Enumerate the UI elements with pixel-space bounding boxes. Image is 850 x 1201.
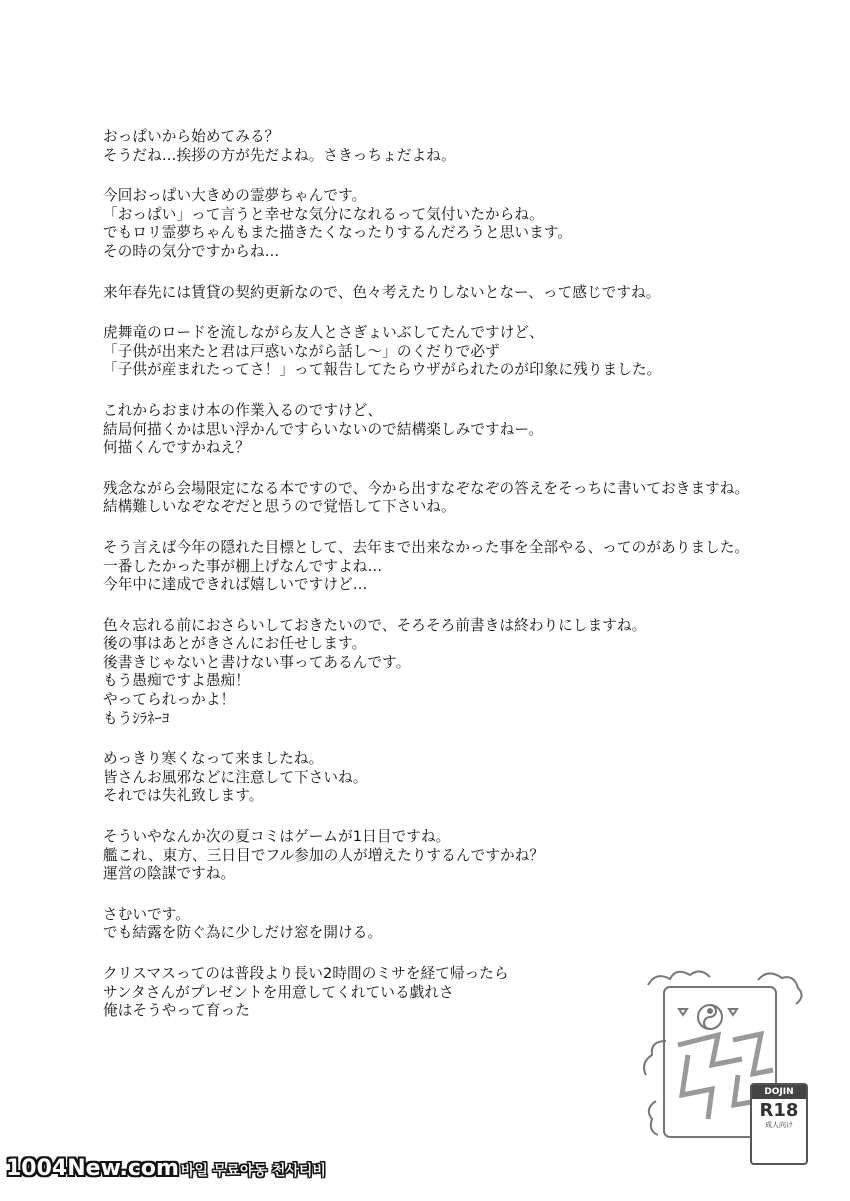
text-line: おっぱいから始めてみる？ <box>103 128 280 145</box>
badge-rating-label: R18 <box>759 1100 799 1121</box>
text-line: これからおまけ本の作業入るのですけど、 <box>103 401 383 419</box>
paragraph <box>103 128 803 165</box>
paragraph <box>103 187 803 261</box>
paragraph <box>103 906 803 943</box>
text-line: めっきり寒くなって来ましたね。 <box>103 750 324 768</box>
text-line: 後の事はあとがきさんにお任せします。 <box>103 635 367 653</box>
text-line: その時の気分ですからね… <box>103 242 280 260</box>
text-line: そうだね…挨拶の方が先だよね。さきっちょだよね。 <box>103 146 456 164</box>
paragraph <box>103 402 803 458</box>
text-line: 艦これ、東方、三日目でフル参加の人が増えたりするんですかね？ <box>103 846 545 864</box>
text-line: さむいです。 <box>103 905 190 923</box>
text-line: そう言えば今年の隠れた目標として、去年まで出来なかった事を全部やる、ってのがありました。 <box>103 538 750 556</box>
text-line: それでは失礼致します。 <box>103 787 264 805</box>
text-line: 色々忘れる前におさらいしておきたいので、そろそろ前書きは終わりにしますね。 <box>103 616 647 634</box>
afterword-text <box>103 128 803 1043</box>
watermark-main-text: 1004New.com <box>6 1156 179 1181</box>
text-line: 結局何描くかは思い浮かんですらいないので結構楽しみですねー。 <box>103 420 544 438</box>
paragraph <box>103 828 803 884</box>
badge-small-label: 成人向け <box>765 1121 793 1129</box>
text-line: 来年春先には賃貸の契約更新なので、色々考えたりしないとなー、って感じですね。 <box>103 283 661 301</box>
badge-top-label: DOJIN <box>752 1085 806 1099</box>
text-line: クリスマスってのは普段より長い2時間のミサを経て帰ったら <box>103 965 509 982</box>
text-line: 何描くんですかねえ？ <box>103 439 250 457</box>
text-line: 後書きじゃないと書けない事ってあるんです。 <box>103 653 411 671</box>
text-line: 皆さんお風邪などに注意して下さいね。 <box>103 768 368 786</box>
text-line: でもロリ霊夢ちゃんもまた描きたくなったりするんだろうと思います。 <box>103 224 573 242</box>
watermark-sub-text: 바일 무료야동 천사티비 <box>180 1163 326 1179</box>
text-line: 虎舞竜のロードを流しながら友人とさぎょいぶしてたんですけど、 <box>103 324 544 342</box>
text-line: やってられっかよ！ <box>103 691 236 709</box>
text-line: 「子供が出来たと君は戸惑いながら話し～」のくだりで必ず <box>103 342 500 360</box>
site-watermark <box>6 1156 326 1186</box>
paragraph <box>103 750 803 806</box>
text-line: 「子供が産まれたってさ！」って報告してたらウザがられたのが印象に残りました。 <box>103 361 662 379</box>
text-line: 残念ながら会場限定になる本ですので、今から出すなぞなぞの答えをそっちに書いておきますね。 <box>103 479 750 497</box>
text-line: 「おっぱい」って言うと幸せな気分になれるって気付いたからね。 <box>103 205 544 223</box>
text-line: サンタさんがプレゼントを用意してくれている戯れさ <box>103 983 454 1001</box>
paragraph <box>103 539 803 595</box>
paragraph <box>103 617 803 729</box>
text-line: 一番したかった事が棚上げなんですよね… <box>103 557 383 575</box>
text-line: 今回おっぱい大きめの霊夢ちゃんです。 <box>103 187 367 205</box>
text-line: 運営の陰謀ですね。 <box>103 865 236 883</box>
text-line: 結構難しいなぞなぞだと思うので覚悟して下さいね。 <box>103 498 456 516</box>
text-line: でも結露を防ぐ為に少しだけ窓を開ける。 <box>103 924 383 942</box>
paragraph <box>103 284 803 303</box>
text-line: 俺はそうやって育った <box>103 1002 250 1020</box>
paragraph <box>103 480 803 517</box>
text-line: もう愚痴ですよ愚痴！ <box>103 672 250 690</box>
text-line: そういやなんか次の夏コミはゲームが1日目ですね。 <box>103 828 451 846</box>
r18-badge <box>750 1083 808 1165</box>
text-line: もうｼﾗﾈｰﾖ <box>103 709 170 727</box>
paragraph <box>103 324 803 380</box>
text-line: 今年中に達成できれば嬉しいですけど… <box>103 576 368 594</box>
